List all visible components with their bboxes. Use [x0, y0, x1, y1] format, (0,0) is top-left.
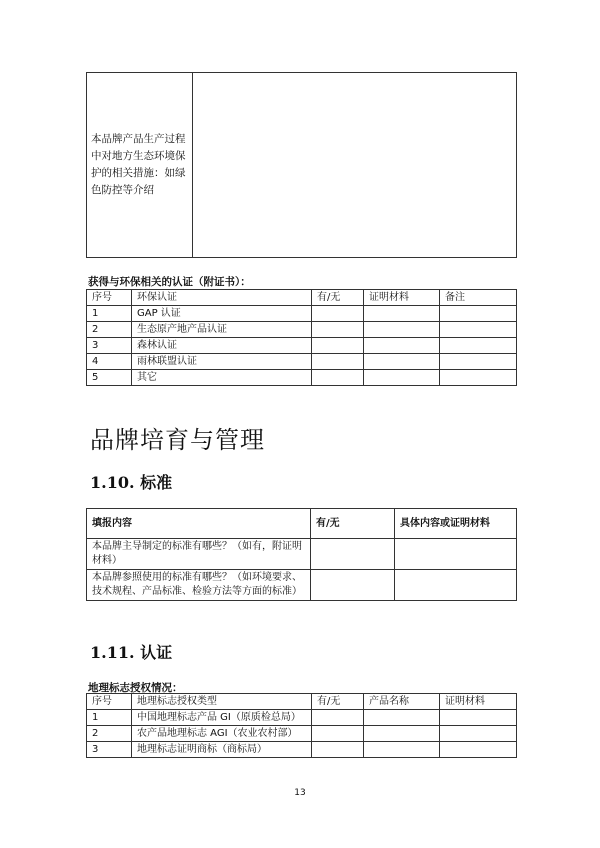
standard-input-cell[interactable] [395, 539, 517, 570]
certification-cell: GAP 认证 [132, 306, 312, 322]
certification-cell: 其它 [132, 370, 312, 386]
certification-input-cell[interactable] [312, 354, 364, 370]
gi-table [86, 693, 517, 758]
certification-header-row [87, 290, 517, 306]
eco-measures-label: 本品牌产品生产过程中对地方生态环境保护的相关措施：如绿色防控等介绍 [87, 73, 193, 258]
standard-cell: 本品牌主导制定的标准有哪些？（如有，附证明材料） [87, 539, 311, 570]
certification-cell: 雨林联盟认证 [132, 354, 312, 370]
certification-input-cell[interactable] [440, 354, 517, 370]
certification-input-cell[interactable] [312, 306, 364, 322]
certification-cell: 森林认证 [132, 338, 312, 354]
standard-header-cell: 填报内容 [87, 509, 311, 539]
gi-header-row [87, 694, 517, 710]
gi-header-cell: 证明材料 [440, 694, 517, 710]
standard-row [87, 539, 517, 570]
certification-cell: 1 [87, 306, 132, 322]
certification-header-cell: 序号 [87, 290, 132, 306]
certification-cell: 生态原产地产品认证 [132, 322, 312, 338]
certification-input-cell[interactable] [364, 338, 440, 354]
gi-cell: 3 [87, 742, 132, 758]
eco-measures-input-cell[interactable] [193, 73, 517, 258]
gi-header-cell: 地理标志授权类型 [132, 694, 312, 710]
certification-row [87, 322, 517, 338]
gi-row [87, 710, 517, 726]
gi-cell: 地理标志证明商标（商标局） [132, 742, 312, 758]
gi-input-cell[interactable] [312, 726, 364, 742]
standards-heading: 1.10. 标准 [90, 473, 173, 492]
standard-input-cell[interactable] [311, 539, 395, 570]
certification-input-cell[interactable] [440, 306, 517, 322]
gi-input-cell[interactable] [440, 742, 517, 758]
gi-input-cell[interactable] [312, 710, 364, 726]
gi-cell: 1 [87, 710, 132, 726]
certification-header-cell: 有/无 [312, 290, 364, 306]
certification-header-cell: 备注 [440, 290, 517, 306]
certification-input-cell[interactable] [364, 322, 440, 338]
standard-input-cell[interactable] [311, 570, 395, 601]
certification-cell: 4 [87, 354, 132, 370]
certification-header-cell: 证明材料 [364, 290, 440, 306]
standard-row [87, 570, 517, 601]
gi-cell: 中国地理标志产品 GI（原质检总局） [132, 710, 312, 726]
authentication-caption: 地理标志授权情况： [88, 682, 183, 694]
gi-input-cell[interactable] [364, 710, 440, 726]
certification-input-cell[interactable] [440, 322, 517, 338]
eco-measures-table [86, 72, 517, 258]
section-title: 品牌培育与管理 [90, 426, 265, 454]
certification-row [87, 354, 517, 370]
certification-input-cell[interactable] [440, 338, 517, 354]
certification-input-cell[interactable] [440, 370, 517, 386]
certification-row [87, 370, 517, 386]
certification-cell: 2 [87, 322, 132, 338]
certification-header-cell: 环保认证 [132, 290, 312, 306]
certification-input-cell[interactable] [312, 322, 364, 338]
certification-row [87, 306, 517, 322]
standards-table [86, 508, 517, 601]
certifications-caption: 获得与环保相关的认证（附证书）： [88, 276, 251, 288]
certification-row [87, 338, 517, 354]
certification-input-cell[interactable] [364, 370, 440, 386]
gi-input-cell[interactable] [440, 710, 517, 726]
gi-header-cell: 有/无 [312, 694, 364, 710]
certification-input-cell[interactable] [364, 306, 440, 322]
gi-cell: 农产品地理标志 AGI（农业农村部） [132, 726, 312, 742]
certification-input-cell[interactable] [312, 338, 364, 354]
authentication-heading: 1.11. 认证 [90, 643, 173, 662]
gi-cell: 2 [87, 726, 132, 742]
certifications-table [86, 289, 517, 386]
certification-cell: 3 [87, 338, 132, 354]
certification-input-cell[interactable] [312, 370, 364, 386]
standard-header-cell: 具体内容或证明材料 [395, 509, 517, 539]
standard-header-row [87, 509, 517, 539]
gi-header-cell: 产品名称 [364, 694, 440, 710]
standard-header-cell: 有/无 [311, 509, 395, 539]
standard-input-cell[interactable] [395, 570, 517, 601]
standard-cell: 本品牌参照使用的标准有哪些？（如环境要求、技术规程、产品标准、检验方法等方面的标准） [87, 570, 311, 601]
gi-input-cell[interactable] [440, 726, 517, 742]
gi-row [87, 742, 517, 758]
gi-row [87, 726, 517, 742]
certification-input-cell[interactable] [364, 354, 440, 370]
gi-input-cell[interactable] [364, 742, 440, 758]
gi-input-cell[interactable] [312, 742, 364, 758]
certification-cell: 5 [87, 370, 132, 386]
page-number: 13 [294, 788, 306, 798]
gi-input-cell[interactable] [364, 726, 440, 742]
gi-header-cell: 序号 [87, 694, 132, 710]
